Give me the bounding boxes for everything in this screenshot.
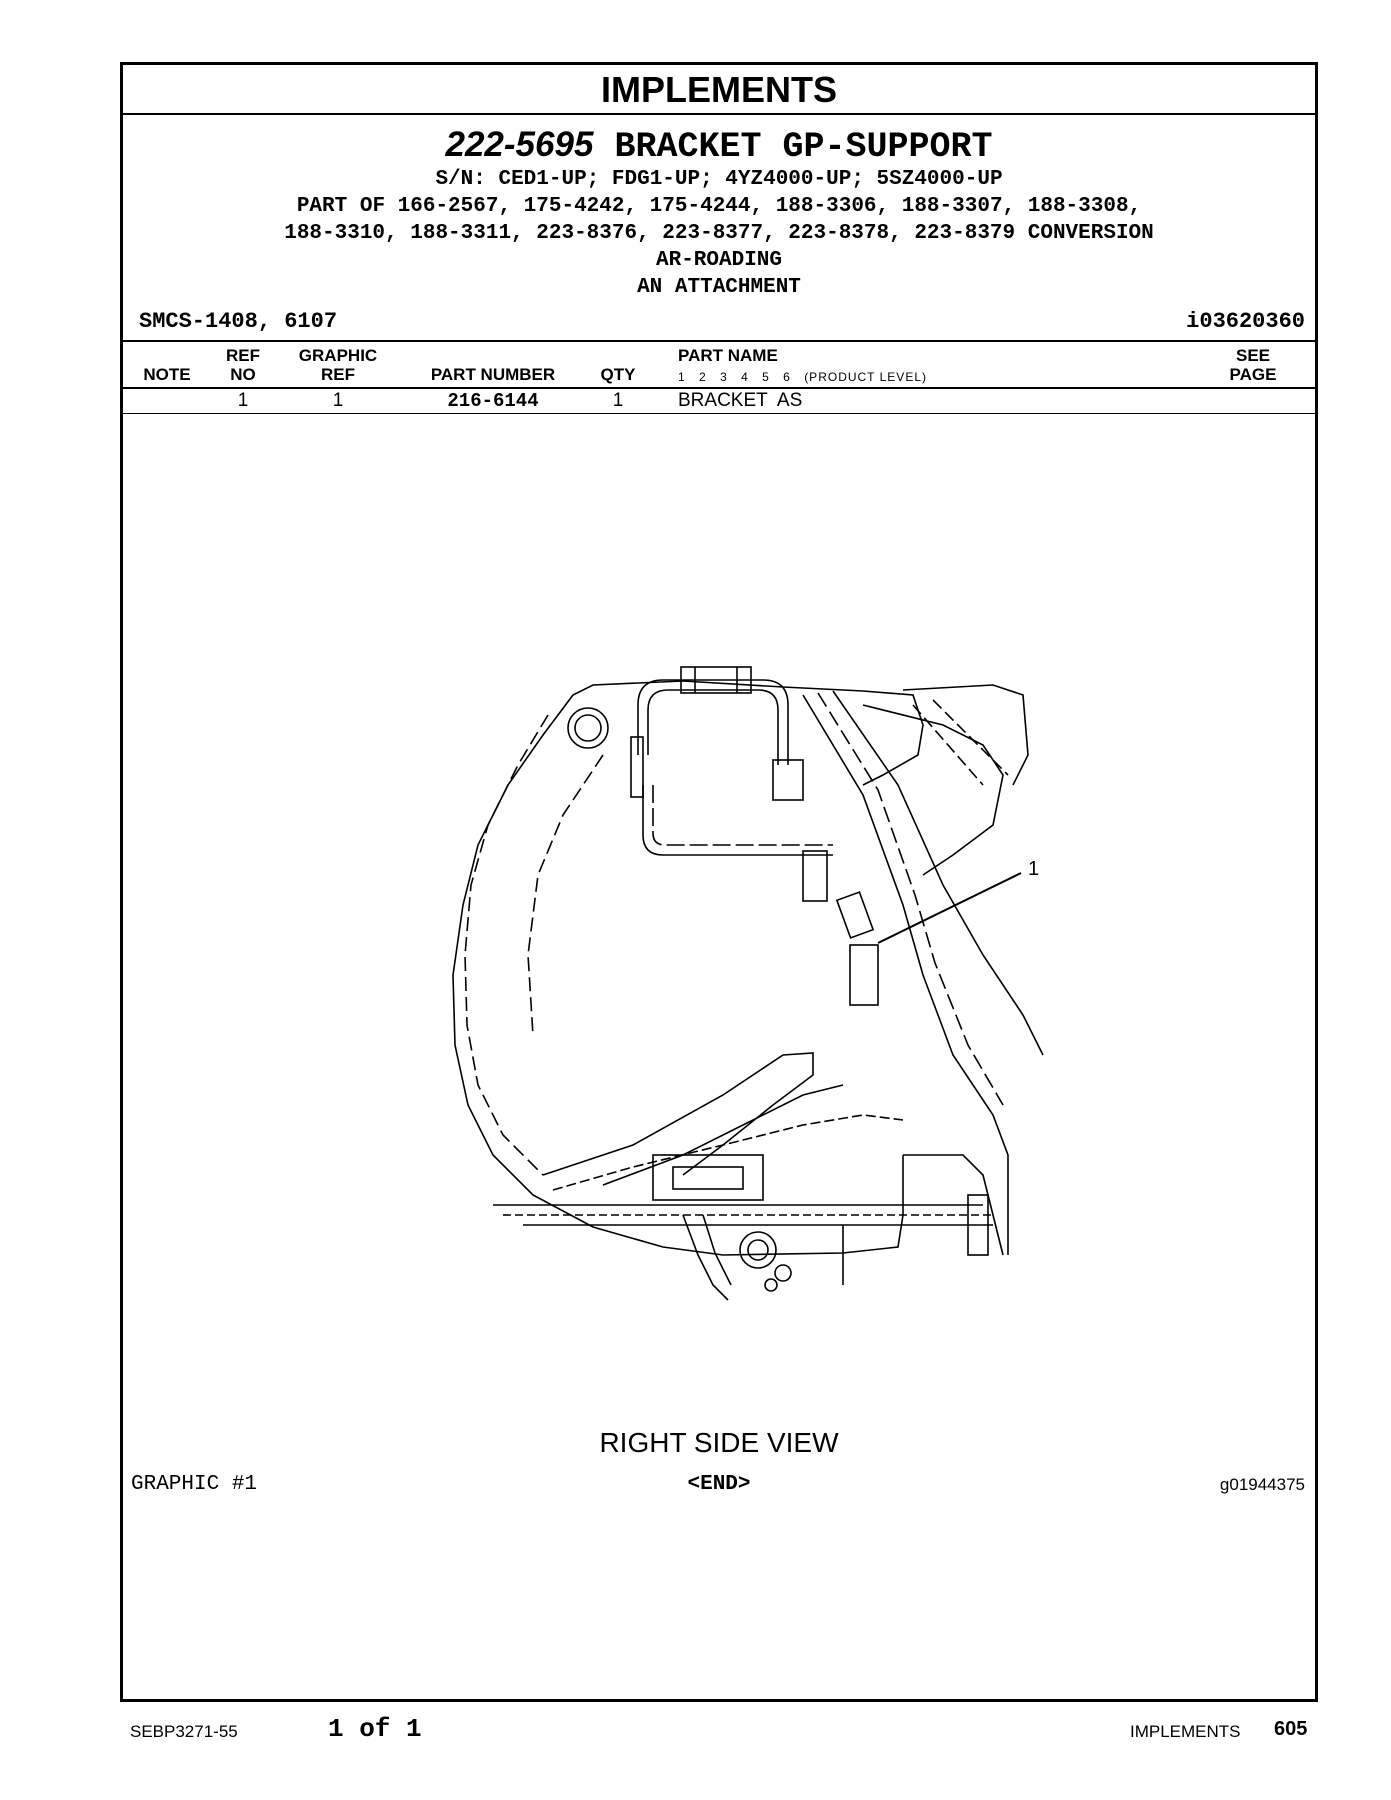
header-rule-bottom [123,387,1315,389]
product-level-3: 3 [720,370,728,384]
col-ref-no-line1: REF [226,346,260,365]
illustration-id: g01944375 [1219,1475,1305,1494]
product-level-6: 6 [783,370,791,384]
page-title [123,125,1315,167]
bolt-head-inner [575,715,601,741]
row-graphic-ref: 1 [332,390,344,411]
product-level-4: 4 [741,370,749,384]
col-ref-no [213,346,273,384]
title-part-name: BRACKET GP-SUPPORT [614,127,993,167]
footer-page-number: 605 [1274,1718,1308,1740]
callout-leader [878,873,1021,943]
col-ref-no-line2: NO [230,365,256,384]
pivot-circle [740,1232,776,1268]
footer-doc-number: SEBP3271-55 [130,1722,238,1741]
col-note: NOTE [143,365,191,384]
bracket-bolt-4 [837,892,873,938]
title-part-number: 222-5695 [445,125,594,164]
attachment-line: AN ATTACHMENT [637,276,801,299]
product-level-row [678,370,936,384]
bracket-plate-edge-3 [833,691,1043,1055]
footer-section: IMPLEMENTS [1130,1722,1241,1741]
row-part-name: BRACKET AS [678,390,803,411]
col-graphic-ref-line1: GRAPHIC [298,346,378,365]
arrangement-line: AR-ROADING [655,249,783,272]
view-label: RIGHT SIDE VIEW [599,1427,839,1458]
lever-rod [683,1215,728,1300]
bracket-hidden-1 [913,705,983,785]
row-rule [123,413,1315,414]
end-marker: <END> [687,1473,751,1496]
serial-numbers: S/N: CED1-UP; FDG1-UP; 4YZ4000-UP; 5SZ4000-UP [435,168,1003,191]
col-part-number: PART NUMBER [430,365,556,384]
shell-outline [453,695,903,1255]
pedal-linkage [603,1085,843,1185]
section-banner: IMPLEMENTS [123,65,1315,115]
shell-hidden-edge [465,715,548,1175]
col-graphic-ref-line2: REF [321,365,355,384]
tube-frame-inner [648,690,778,765]
bracket-upper-plate [863,705,1003,875]
product-level-1: 1 [678,370,686,384]
row-ref-no: 1 [237,390,249,411]
console-box [653,1155,763,1200]
document-id: i03620360 [1186,309,1305,334]
console-box-inner [673,1167,743,1189]
header-rule-top [123,340,1315,342]
part-of-line-2: 188-3310, 188-3311, 223-8376, 223-8377, 223-8378, 223-8379 CONVERSION [284,222,1154,245]
col-see-page-line2: PAGE [1229,365,1277,384]
bracket-plate-edge-1 [803,695,1008,1255]
smcs-code: SMCS-1408, 6107 [139,309,338,334]
bracket-plate-edge-2 [818,693,1003,1105]
small-bolt-b [765,1279,777,1291]
pivot-circle-inner [748,1240,768,1260]
row-part-number: 216-6144 [447,390,539,412]
col-graphic-ref [283,346,393,384]
col-part-name: PART NAME [678,346,778,365]
hood-top-edge [573,681,923,785]
callout-number: 1 [1028,858,1040,880]
product-level-label: (PRODUCT LEVEL) [804,370,927,384]
product-level-2: 2 [699,370,707,384]
bracket-tab [631,737,643,797]
product-level-5: 5 [762,370,770,384]
small-bolt-a [775,1265,791,1281]
bracket-bolt-3 [850,945,878,1005]
bracket-bolt-2 [803,851,827,901]
console-hidden-edge [553,1115,903,1190]
col-see-page [1213,346,1293,384]
bracket-hidden-2 [933,700,1008,775]
inner-hidden-edge [528,755,603,1035]
tube-frame-lower-hidden [653,785,833,845]
footer-page-of: 1 of 1 [328,1714,422,1744]
col-see-page-line1: SEE [1235,346,1271,365]
page-frame [120,62,1318,1702]
bolt-head [568,708,608,748]
bracket-illustration [303,455,1183,1455]
row-qty: 1 [612,390,624,411]
col-qty: QTY [600,365,636,384]
graphic-number: GRAPHIC #1 [131,1473,258,1496]
bracket-bolt-1 [773,760,803,800]
part-of-line-1: PART OF 166-2567, 175-4242, 175-4244, 188-3306, 188-3307, 188-3308, [296,195,1142,218]
